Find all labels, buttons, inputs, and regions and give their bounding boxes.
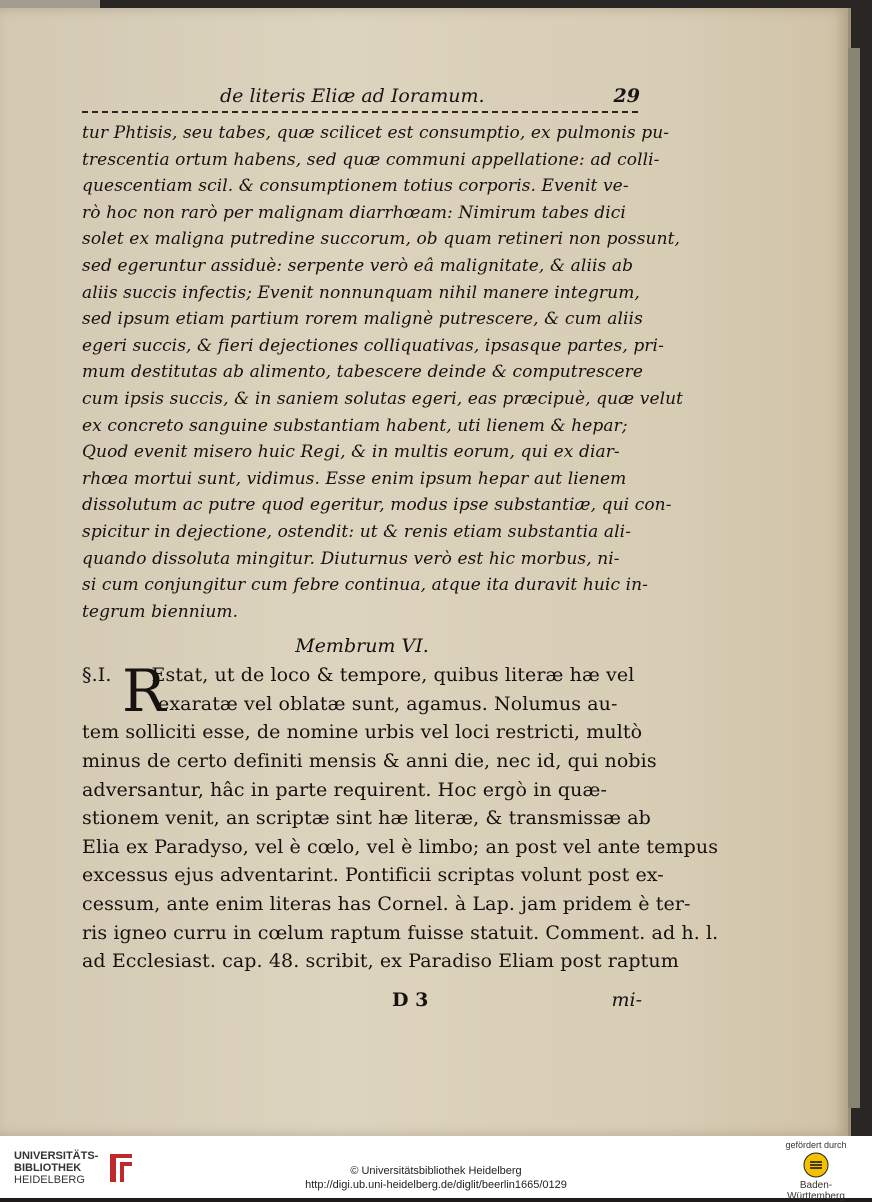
text-line: si cum conjungitur cum febre continua, atque ita duravit huic in- xyxy=(82,575,649,596)
copyright-text: © Universitätsbibliothek Heidelberg xyxy=(350,1165,522,1177)
text-line: quando dissoluta mingitur. Diuturnus verò est hic morbus, ni- xyxy=(82,548,620,569)
text-line: quescentiam scil. & consumptionem totius corporis. Evenit ve- xyxy=(82,176,629,197)
logo-line: UNIVERSITÄTS- xyxy=(14,1150,99,1162)
copyright-block xyxy=(0,1164,872,1192)
page-edge xyxy=(848,48,860,1108)
text-line: tegrum biennium. xyxy=(82,601,239,622)
text-line: trescentia ortum habens, sed quæ communi appellatione: ad colli- xyxy=(82,149,660,170)
text-line: rò hoc non rarò per malignam diarrhœam: Nimirum tabes dici xyxy=(82,202,626,223)
text-line: Estat, ut de loco & tempore, quibus literæ hæ vel xyxy=(151,664,635,687)
text-line: ex concreto sanguine substantiam habent, uti lienem & hepar; xyxy=(82,415,628,436)
logo-line: HEIDELBERG xyxy=(14,1174,85,1186)
text-line: spicitur in dejectione, ostendit: ut & renis etiam substantia ali- xyxy=(82,521,632,542)
text-line: sed ipsum etiam partium rorem malignè putrescere, & cum aliis xyxy=(82,309,643,330)
paragraph-text xyxy=(82,120,684,625)
funded-by-label: gefördert durch xyxy=(785,1140,847,1150)
text-line: exaratæ vel oblatæ sunt, agamus. Nolumus au- xyxy=(158,692,618,715)
text-line: cum ipsis succis, & in saniem solutas egeri, eas præcipuè, quæ velut xyxy=(82,388,684,409)
text-line: tem solliciti esse, de nomine urbis vel loci restricti, multò xyxy=(82,721,643,744)
page-header xyxy=(80,82,640,110)
funder-logo[interactable] xyxy=(776,1140,856,1202)
text-line: ris igneo curru in cœlum raptum fuisse statuit. Comment. ad h. l. xyxy=(82,921,719,944)
text-line: minus de certo definiti mensis & anni die, nec id, qui nobis xyxy=(82,750,657,773)
text-line: cessum, ante enim literas has Cornel. à Lap. jam pridem è ter- xyxy=(82,893,691,916)
page-number: 29 xyxy=(613,85,640,107)
text-line: adversantur, hâc in parte requirent. Hoc ergò in quæ- xyxy=(82,778,607,801)
text-line: Elia ex Paradyso, vel è cœlo, vel è limbo; an post vel ante tempus xyxy=(82,835,719,858)
text-line: dissolutum ac putre quod egeritur, modus ipse substantiæ, qui con- xyxy=(82,495,672,516)
section-text xyxy=(82,657,719,976)
header-rule xyxy=(82,111,638,113)
drop-cap: R xyxy=(122,657,166,726)
text-line: ad Ecclesiast. cap. 48. scribit, ex Paradiso Eliam post raptum xyxy=(82,950,679,973)
logo-line: BIBLIOTHEK xyxy=(14,1162,82,1174)
running-title: de literis Eliæ ad Ioramum. xyxy=(220,85,485,107)
text-line: aliis succis infectis; Evenit nonnunquam nihil manere integrum, xyxy=(82,282,640,303)
text-line: tur Phtisis, seu tabes, quæ scilicet est consumptio, ex pulmonis pu- xyxy=(82,123,670,143)
section-mark: §.I. xyxy=(82,664,112,687)
text-line: excessus ejus adventarint. Pontificii scriptas volunt post ex- xyxy=(82,864,664,887)
page-footer xyxy=(82,986,642,1014)
text-line: rhœa mortui sunt, vidimus. Esse enim ipsum hepar aut lienem xyxy=(82,468,627,489)
section-heading: Membrum VI. xyxy=(295,635,429,658)
viewer-footer xyxy=(0,1136,872,1202)
text-line: stionem venit, an scriptæ sint hæ literæ, & transmissæ ab xyxy=(82,807,651,830)
funder-name: Baden-Württemberg xyxy=(787,1180,845,1202)
text-line: sed egeruntur assiduè: serpente verò eâ malignitate, & aliis ab xyxy=(82,255,634,276)
book-page xyxy=(0,8,851,1136)
catchword: mi- xyxy=(611,988,642,1011)
text-line: mum destitutas ab alimento, tabescere deinde & computrescere xyxy=(82,362,644,383)
text-line: egeri succis, & fieri dejectiones colliquativas, ipsasque partes, pri- xyxy=(82,335,664,356)
page-body xyxy=(82,120,719,1014)
signature-mark: D 3 xyxy=(392,988,429,1011)
text-line: Quod evenit misero huic Regi, & in multis eorum, qui ex diar- xyxy=(82,442,620,463)
text-line: solet ex maligna putredine succorum, ob quam retineri non possunt, xyxy=(82,229,681,250)
permalink[interactable]: http://digi.ub.uni-heidelberg.de/diglit/beerlin1665/0129 xyxy=(305,1179,567,1191)
state-crest-icon xyxy=(803,1152,829,1178)
